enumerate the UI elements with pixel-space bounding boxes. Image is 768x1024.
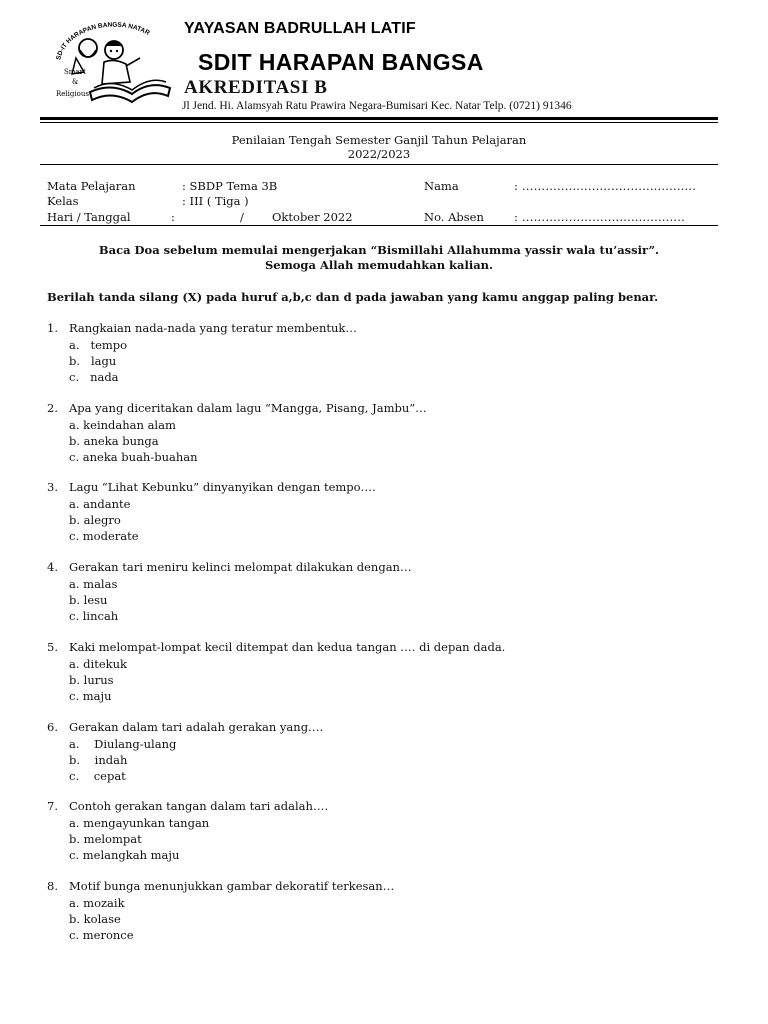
answer-option[interactable]: b. indah (69, 752, 128, 767)
answer-option[interactable]: a. andante (69, 497, 131, 512)
question-number: 1. (47, 321, 58, 335)
class-label: Kelas (47, 194, 79, 208)
answer-option[interactable]: b. alegro (69, 513, 121, 528)
question-number: 8. (47, 878, 58, 893)
answer-option[interactable]: b. aneka bunga (69, 433, 159, 448)
date-slash: / (240, 210, 244, 224)
accreditation: AKREDITASI B (184, 77, 328, 98)
question-text: Apa yang diceritakan dalam lagu “Mangga, Pisang, Jambu”… (69, 400, 427, 415)
answer-option[interactable]: a. Diulang-ulang (69, 736, 177, 751)
prayer-instruction: Baca Doa sebelum memulai mengerjakan “Bismillahi Allahumma yassir wala tu’assir”. (98, 243, 660, 257)
question-text: Gerakan dalam tari adalah gerakan yang…. (69, 719, 324, 734)
question-text: Motif bunga menunjukkan gambar dekoratif terkesan… (69, 878, 395, 893)
answer-option[interactable]: c. meronce (69, 927, 134, 942)
absen-label: No. Absen (424, 210, 484, 224)
date-label: Hari / Tanggal (47, 210, 131, 224)
subject-label: Mata Pelajaran (47, 179, 136, 193)
question-text: Contoh gerakan tangan dalam tari adalah…. (69, 799, 329, 814)
svg-text:SD-IT HARAPAN BANGSA NATAR (55, 22, 151, 61)
question-number: 2. (47, 400, 58, 415)
question-text: Kaki melompat-lompat kecil ditempat dan kedua tangan …. di depan dada. (69, 639, 506, 654)
answer-option[interactable]: a. keindahan alam (69, 417, 176, 432)
school-address: Jl Jend. Hi. Alamsyah Ratu Prawira Negara-Bumisari Kec. Natar Telp. (0721) 91346 (182, 100, 572, 112)
answer-option[interactable]: a. mengayunkan tangan (69, 816, 210, 831)
question-number: 3. (47, 480, 58, 495)
title-divider (40, 164, 718, 165)
answer-option[interactable]: b. melompat (69, 832, 142, 847)
answer-option[interactable]: b. kolase (69, 911, 121, 926)
question-text: Lagu “Lihat Kebunku” dinyanyikan dengan tempo…. (69, 480, 376, 495)
task-instruction: Berilah tanda silang (X) pada huruf a,b,c dan d pada jawaban yang kamu anggap paling benar. (47, 290, 659, 304)
logo-arc-text: SD-IT HARAPAN BANGSA NATAR (55, 22, 151, 61)
school-logo (50, 22, 172, 110)
header-divider-thick (40, 117, 718, 120)
foundation-name: YAYASAN BADRULLAH LATIF (184, 20, 416, 37)
question-number: 6. (47, 719, 58, 734)
answer-option[interactable]: c. aneka buah-buahan (69, 449, 198, 464)
logo-motto-1: Smart (64, 68, 86, 76)
class-value: : III ( Tiga ) (182, 194, 249, 208)
answer-option[interactable]: c. cepat (69, 768, 126, 783)
logo-motto-3: Religious (56, 90, 89, 98)
question-number: 4. (47, 560, 58, 575)
answer-option[interactable]: b. lagu (69, 354, 117, 368)
header-divider-thin (40, 122, 718, 123)
prayer-wish: Semoga Allah memudahkan kalian. (264, 258, 494, 272)
date-value: Oktober 2022 (272, 210, 353, 224)
logo-motto-2: & (72, 78, 79, 86)
answer-option[interactable]: b. lurus (69, 672, 114, 687)
question-number: 5. (47, 639, 58, 654)
answer-option[interactable]: a. malas (69, 577, 118, 592)
answer-option[interactable]: a. mozaik (69, 895, 125, 910)
absen-field[interactable]: : …………………….................. (514, 210, 685, 224)
answer-option[interactable]: c. lincah (69, 609, 119, 624)
name-label: Nama (424, 179, 459, 193)
answer-option[interactable]: c. nada (69, 370, 119, 384)
info-divider (40, 225, 718, 226)
date-colon: : (171, 210, 175, 224)
question-text: Gerakan tari meniru kelinci melompat dilakukan dengan… (69, 560, 412, 575)
exam-year: 2022/2023 (347, 147, 411, 161)
name-field[interactable]: : ………...............……............... (514, 179, 697, 193)
answer-option[interactable]: a. tempo (69, 338, 128, 352)
subject-value: : SBDP Tema 3B (182, 179, 278, 193)
exam-title: Penilaian Tengah Semester Ganjil Tahun Pelajaran (231, 133, 527, 147)
answer-option[interactable]: c. moderate (69, 529, 139, 544)
answer-option[interactable]: b. lesu (69, 593, 108, 608)
answer-option[interactable]: c. melangkah maju (69, 848, 180, 863)
school-name: SDIT HARAPAN BANGSA (198, 49, 484, 75)
answer-option[interactable]: c. maju (69, 688, 112, 703)
question-number: 7. (47, 799, 58, 814)
question-text: Rangkaian nada-nada yang teratur membentuk… (69, 321, 357, 335)
answer-option[interactable]: a. ditekuk (69, 656, 127, 671)
